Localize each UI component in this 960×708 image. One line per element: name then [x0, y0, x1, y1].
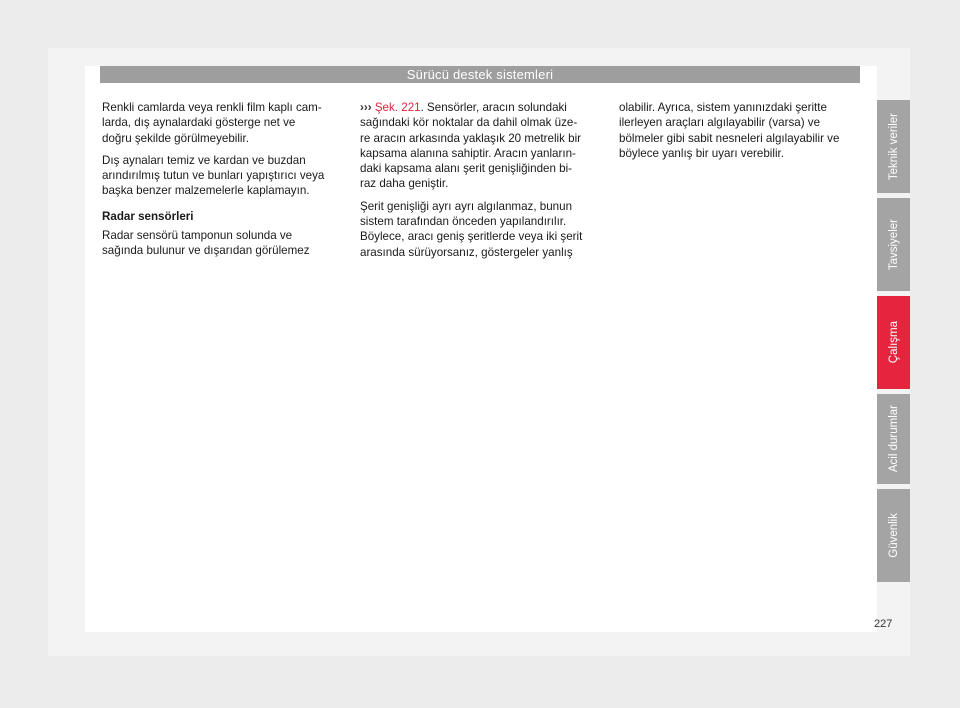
tab-label: Teknik veriler [887, 112, 900, 181]
paragraph: Radar sensörü tamponun solunda ve sağında bulunur ve dışarıdan görülemez [102, 229, 310, 258]
tab-acil-durumlar[interactable] [877, 394, 910, 484]
paragraph-text: . Sensörler, aracın solundaki sağındaki kör noktalar da dahil olmak üze- re aracın arkasında yaklaşık 20 metrelik bir kapsama alanına sahiptir. Aracın yanların- daki kapsama alanı şerit genişliğinden bi- raz daha geniştir. [360, 101, 582, 191]
paragraph: Şerit genişliği ayrı ayrı algılanmaz, bunun sistem tarafından önceden yapılandırılır. Böylece, aracı geniş şeritlerde veya iki şerit arasında sürüyorsanız, göstergeler yanlış [360, 199, 583, 259]
tab-teknik-veriler[interactable] [877, 100, 910, 193]
tab-label: Güvenlik [887, 513, 900, 558]
tab-guvenlik[interactable] [877, 489, 910, 582]
section-header: Sürücü destek sistemleri [100, 66, 860, 83]
tab-label: Acil durumlar [887, 405, 900, 473]
paragraph: Dış aynaları temiz ve kardan ve buzdan arındırılmış tutun ve bunları yapıştırıcı veya başka benzer malzemelerle kaplamayın. [102, 153, 325, 198]
continuation-arrows-icon: ››› [360, 101, 372, 114]
paragraph: Renkli camlarda veya renkli film kaplı cam- larda, dış aynalardaki gösterge net ve doğru şekilde görülmeyebilir. [102, 101, 322, 145]
text-column-2 [360, 100, 604, 267]
page-number: 227 [874, 618, 893, 630]
tab-label: Çalışma [887, 321, 900, 364]
tab-label: Tavsiyeler [887, 218, 900, 271]
text-column-3 [619, 100, 863, 168]
paragraph [360, 100, 604, 192]
figure-reference-link[interactable]: Şek. 221 [374, 101, 421, 114]
text-column-1 [102, 100, 344, 266]
subheading: Radar sensörleri [102, 209, 194, 223]
paragraph: olabilir. Ayrıca, sistem yanınızdaki şeritte ilerleyen araçları algılayabilir (varsa) ve bölmeler gibi sabit nesneleri algılayabilir ve böylece yanlış bir uyarı verebilir. [619, 101, 840, 160]
tab-tavsiyeler[interactable] [877, 198, 910, 291]
tab-calisma[interactable] [877, 296, 910, 389]
